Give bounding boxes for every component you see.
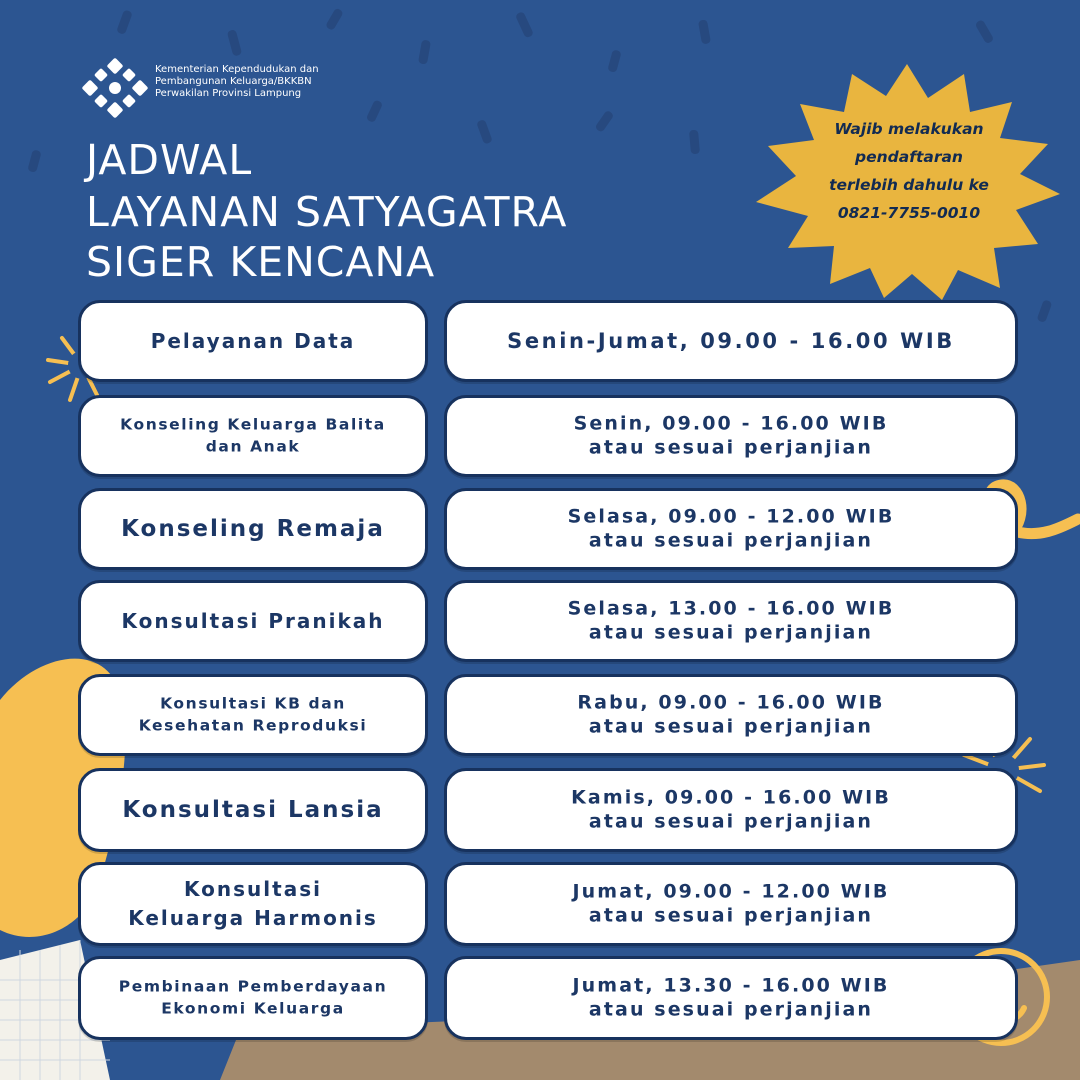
schedule-time: Jumat, 09.00 - 12.00 WIB	[572, 880, 890, 903]
schedule-time: Rabu, 09.00 - 16.00 WIB	[577, 691, 885, 714]
schedule-time: Senin, 09.00 - 16.00 WIB	[573, 412, 889, 435]
schedule-note: atau sesuai perjanjian	[588, 810, 874, 832]
schedule-pill	[444, 488, 1018, 570]
schedule-note: atau sesuai perjanjian	[588, 529, 874, 551]
schedule-time: Jumat, 13.30 - 16.00 WIB	[572, 974, 890, 997]
notice-line-3: terlebih dahulu ke	[829, 176, 989, 194]
schedule-time: Kamis, 09.00 - 16.00 WIB	[571, 786, 891, 809]
org-name-line-1: Kementerian Kependudukan dan	[155, 64, 319, 75]
service-label: Ekonomi Keluarga	[161, 1000, 345, 1018]
service-pill	[78, 580, 428, 662]
schedule-note: atau sesuai perjanjian	[588, 998, 874, 1020]
notice-line-1: Wajib melakukan	[834, 120, 984, 138]
service-pill	[78, 395, 428, 477]
service-label: Konsultasi Pranikah	[121, 609, 385, 633]
schedule-time: Selasa, 13.00 - 16.00 WIB	[567, 597, 895, 620]
org-name-line-3: Perwakilan Provinsi Lampung	[155, 88, 302, 99]
service-pill	[78, 768, 428, 852]
service-pill	[78, 300, 428, 382]
service-label: Keluarga Harmonis	[128, 906, 378, 930]
service-label: dan Anak	[205, 438, 301, 456]
schedule-time: Senin-Jumat, 09.00 - 16.00 WIB	[507, 329, 955, 353]
title-line-1: JADWAL	[86, 136, 253, 184]
schedule-pill	[444, 674, 1018, 756]
schedule-pill	[444, 956, 1018, 1040]
service-pill	[78, 862, 428, 946]
service-label: Konsultasi	[184, 877, 322, 901]
service-pill	[78, 956, 428, 1040]
schedule-note: atau sesuai perjanjian	[588, 621, 874, 643]
title-line-3: SIGER KENCANA	[86, 238, 436, 286]
service-pill	[78, 488, 428, 570]
schedule-time: Selasa, 09.00 - 12.00 WIB	[567, 505, 895, 528]
schedule-pill	[444, 395, 1018, 477]
notice-phone-number: 0821-7755-0010	[837, 204, 981, 222]
schedule-pill	[444, 580, 1018, 662]
service-label: Kesehatan Reproduksi	[138, 717, 368, 735]
schedule-pill	[444, 300, 1018, 382]
schedule-note: atau sesuai perjanjian	[588, 904, 874, 926]
service-label: Pembinaan Pemberdayaan	[118, 977, 388, 996]
schedule-note: atau sesuai perjanjian	[588, 436, 874, 458]
service-label: Konseling Keluarga Balita	[120, 415, 386, 434]
schedule-note: atau sesuai perjanjian	[588, 715, 874, 737]
org-name-line-2: Pembangunan Keluarga/BKKBN	[155, 76, 312, 87]
service-pill	[78, 674, 428, 756]
schedule-pill	[444, 862, 1018, 946]
schedule-pill	[444, 768, 1018, 852]
service-label: Pelayanan Data	[150, 329, 356, 353]
title-line-2: LAYANAN SATYAGATRA	[86, 188, 568, 236]
service-label: Konsultasi KB dan	[160, 694, 346, 713]
service-label: Konsultasi Lansia	[122, 797, 384, 823]
notice-line-2: pendaftaran	[855, 148, 963, 166]
service-label: Konseling Remaja	[121, 516, 385, 542]
bkkbn-logo-icon	[80, 58, 150, 118]
